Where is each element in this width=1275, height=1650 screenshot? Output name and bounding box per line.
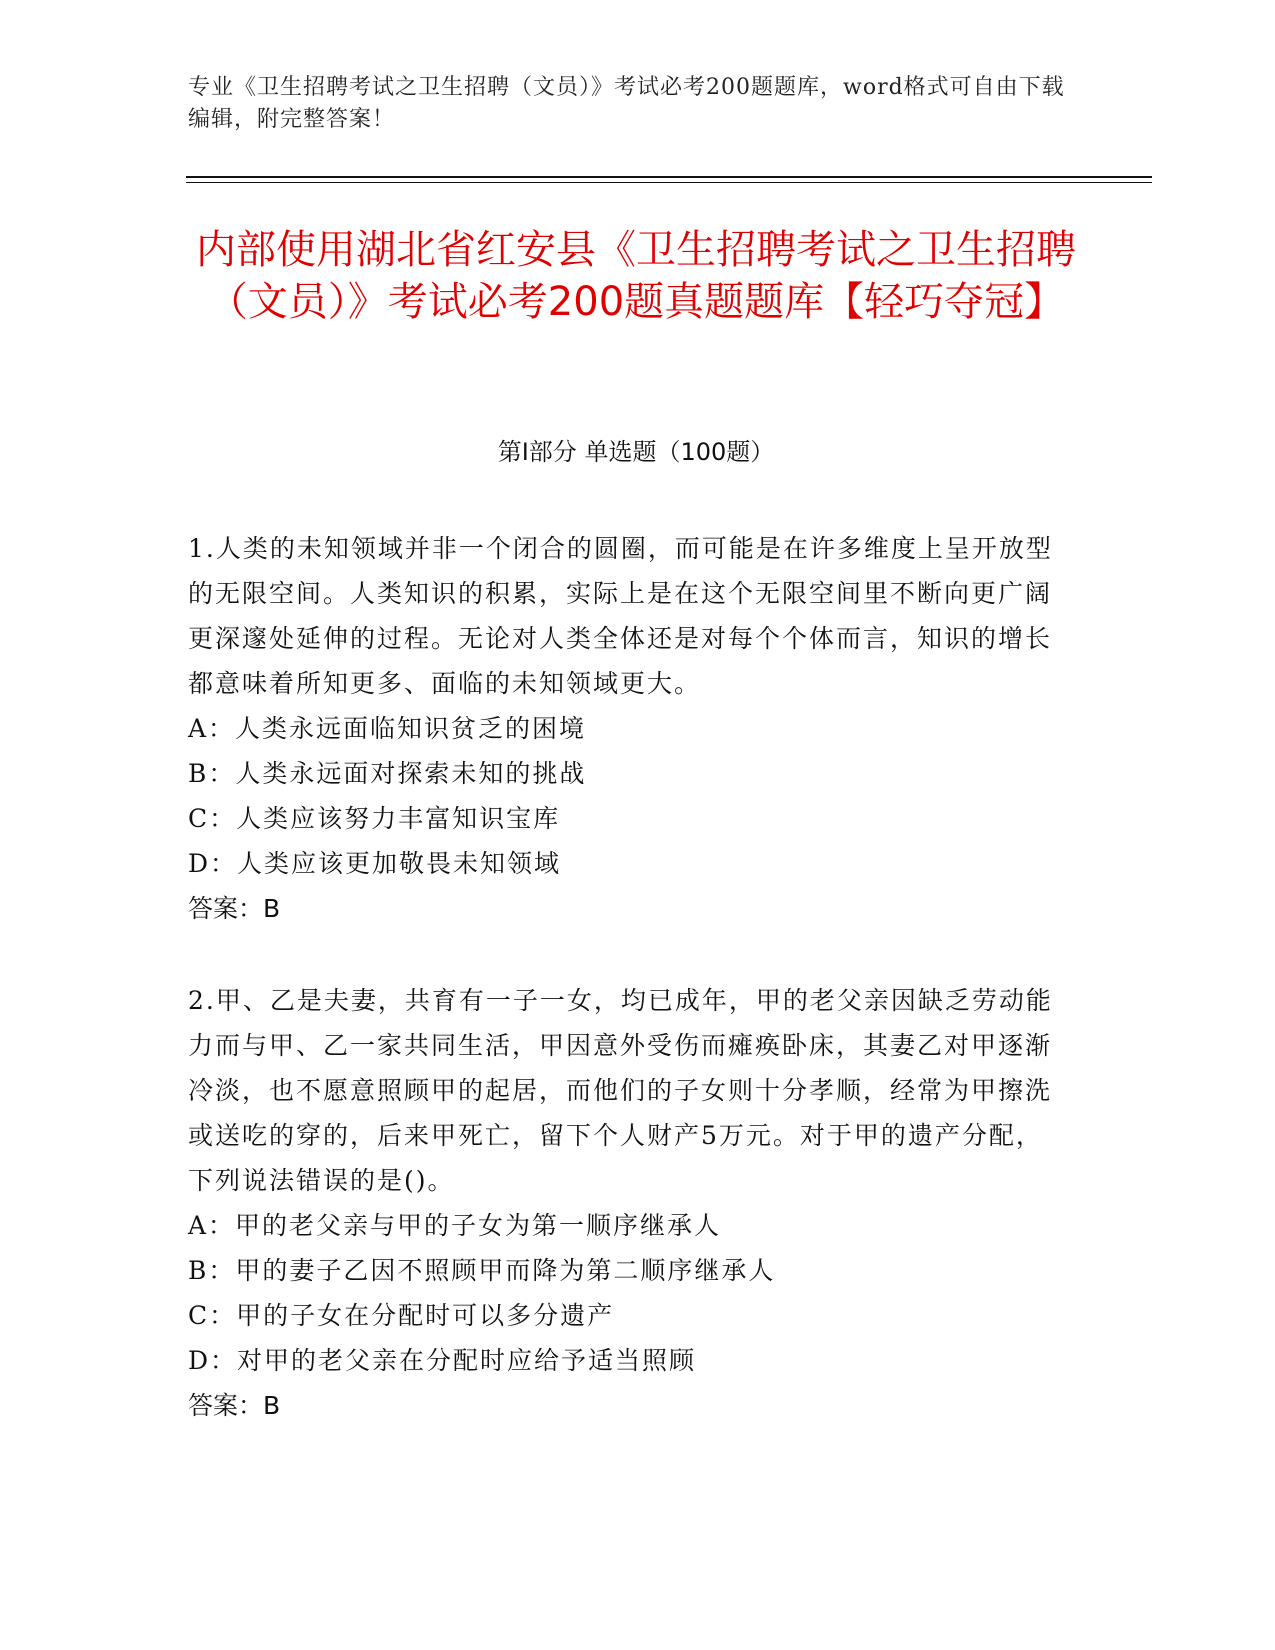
option-c: C：甲的子女在分配时可以多分遗产 (188, 1301, 615, 1330)
option-d: D：对甲的老父亲在分配时应给予适当照顾 (188, 1346, 697, 1375)
question-2 (188, 978, 1068, 1428)
option-a: A：甲的老父亲与甲的子女为第一顺序继承人 (188, 1211, 722, 1240)
question-stem: 2.甲、乙是夫妻，共育有一子一女，均已成年，甲的老父亲因缺乏劳动能力而与甲、乙一家共同生活，甲因意外受伤而瘫痪卧床，其妻乙对甲逐渐冷淡，也不愿意照顾甲的起居，而他们的子女则十分孝顺，经常为甲擦洗或送吃的穿的，后来甲死亡，留下个人财产5万元。对于甲的遗产分配，下列说法错误的是()。 (188, 986, 1053, 1195)
header-divider-thick (186, 176, 1152, 178)
question-stem: 1.人类的未知领域并非一个闭合的圆圈，而可能是在许多维度上呈开放型的无限空间。人类知识的积累，实际上是在这个无限空间里不断向更广阔更深邃处延伸的过程。无论对人类全体还是对每个个体而言，知识的增长都意味着所知更多、面临的未知领域更大。 (188, 534, 1053, 698)
document-title: 内部使用湖北省红安县《卫生招聘考试之卫生招聘（文员）》考试必考200题真题题库【轻巧夺冠】 (196, 227, 1076, 325)
option-b: B：人类永远面对探索未知的挑战 (188, 759, 587, 788)
section-heading: 第I部分 单选题（100题） (497, 438, 775, 466)
header-note: 专业《卫生招聘考试之卫生招聘（文员）》考试必考200题题库，word格式可自由下载编辑，附完整答案！ (188, 75, 1065, 132)
option-c: C：人类应该努力丰富知识宝库 (188, 804, 561, 833)
option-d: D：人类应该更加敬畏未知领域 (188, 849, 562, 878)
option-b: B：甲的妻子乙因不照顾甲而降为第二顺序继承人 (188, 1256, 776, 1285)
option-a: A：人类永远面临知识贫乏的困境 (188, 714, 587, 743)
question-1 (188, 526, 1068, 931)
answer: 答案：B (188, 1391, 281, 1420)
answer: 答案：B (188, 894, 281, 923)
header-divider-thin (186, 182, 1152, 183)
